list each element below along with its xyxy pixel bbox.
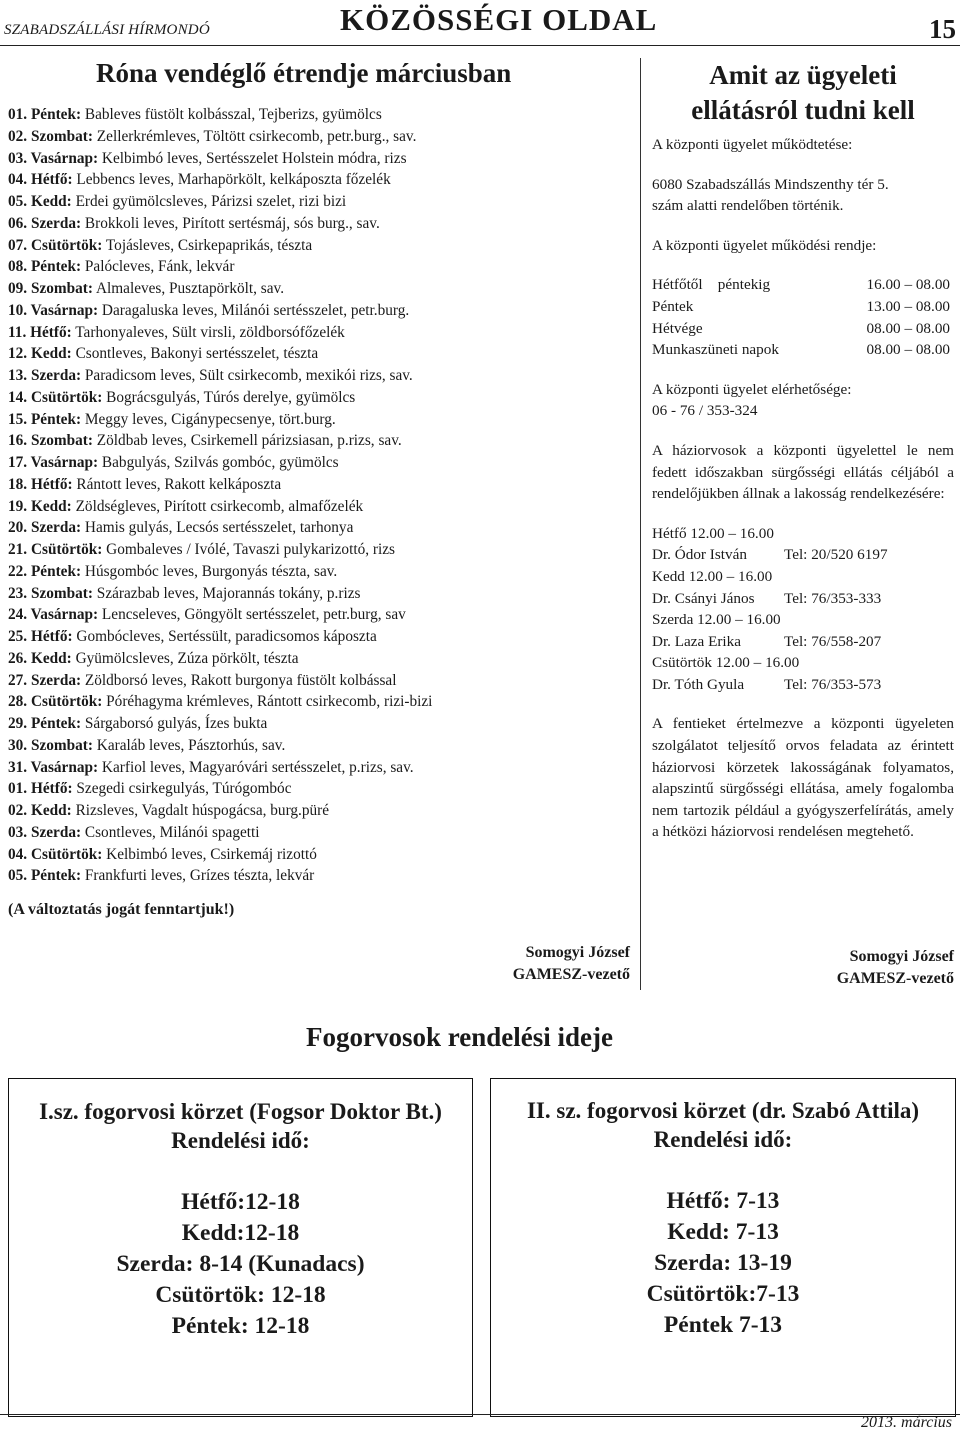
hours-line: Szerda: 13-19	[654, 1250, 792, 1276]
menu-day: 06. Szerda:	[8, 214, 82, 232]
box-hours	[491, 1186, 955, 1341]
oncall-title-line1: Amit az ügyeleti	[709, 60, 897, 90]
menu-dishes: Daragaluska leves, Milánói sertésszelet, petr.burg.	[98, 301, 410, 319]
menu-item	[8, 148, 628, 170]
hours-line: Hétfő:12-18	[181, 1189, 300, 1215]
menu-day: 28. Csütörtök:	[8, 693, 103, 711]
doctor-phone: Tel: 76/558-207	[784, 632, 882, 650]
doctor-day: Hétfő 12.00 – 16.00	[652, 524, 774, 542]
menu-day: 24. Vasárnap:	[8, 606, 99, 624]
menu-dishes: Lencseleves, Göngyölt sertésszelet, petr.burg, sav	[98, 606, 406, 624]
menu-item	[8, 126, 628, 148]
schedule-time: 16.00 – 08.00	[866, 276, 950, 294]
dentists-title: Fogorvosok rendelési ideje	[306, 1022, 613, 1052]
menu-dishes: Csontleves, Bakonyi sertésszelet, tészta	[71, 345, 319, 363]
menu-day: 13. Szerda:	[8, 367, 82, 384]
box-subheading: Rendelési idő:	[171, 1128, 310, 1153]
menu-dishes: Tarhonyaleves, Sült virsli, zöldborsófőzelék	[71, 323, 345, 341]
schedule-time: 13.00 – 08.00	[866, 297, 950, 315]
menu-item	[8, 452, 628, 474]
doctor-row	[652, 631, 954, 653]
menu-day: 04. Csütörtök:	[8, 845, 103, 863]
menu-dishes: Zöldbab leves, Csirkemell párizsiasan, p.rizs, sav.	[92, 432, 402, 450]
menu-note: (A változtatás jogát fenntartjuk!)	[8, 901, 235, 918]
menu-dishes: Húsgombóc leves, Burgonyás tészta, sav.	[81, 562, 338, 580]
publication-name: SZABADSZÁLLÁSI HÍRMONDÓ	[4, 22, 210, 38]
menu-item	[8, 670, 628, 692]
hours-line: Csütörtök: 12-18	[155, 1282, 326, 1308]
menu-dishes: Sárgaborsó gulyás, Ízes bukta	[81, 715, 268, 732]
phone-label: A központi ügyelet elérhetősége:	[652, 380, 852, 398]
menu-day: 03. Szerda:	[8, 823, 82, 841]
menu-item	[8, 104, 628, 126]
signature-role: GAMESZ-vezető	[836, 970, 954, 987]
menu-item	[8, 343, 628, 365]
menu-item	[8, 539, 628, 561]
menu-day: 22. Péntek:	[8, 562, 82, 580]
schedule-row	[652, 296, 954, 318]
menu-dishes: Kelbimbó leves, Csirkemáj rizottó	[102, 845, 317, 863]
box-heading: II. sz. fogorvosi körzet (dr. Szabó Attila)	[526, 1098, 920, 1123]
menu-item	[8, 256, 628, 278]
column-divider	[640, 58, 641, 990]
menu-day: 17. Vasárnap:	[8, 454, 99, 471]
doctor-name: Dr. Csányi János	[652, 589, 755, 607]
box-heading: I.sz. fogorvosi körzet (Fogsor Doktor Bt.)	[39, 1099, 442, 1124]
doctor-name: Dr. Laza Erika	[652, 632, 741, 650]
menu-day: 26. Kedd:	[8, 649, 72, 667]
dentist-box-2	[490, 1078, 956, 1417]
address-line2: szám alatti rendelőben történik.	[652, 197, 844, 215]
menu-dishes: Rizsleves, Vagdalt húspogácsa, burg.püré	[71, 802, 330, 819]
menu-item	[8, 561, 628, 583]
hours-line: Szerda: 8-14 (Kunadacs)	[116, 1251, 365, 1277]
menu-dishes: Karaláb leves, Pásztorhús, sav.	[92, 736, 286, 754]
menu-dishes: Erdei gyümölcsleves, Párizsi szelet, rizi bizi	[71, 193, 347, 210]
doctor-name: Dr. Ódor István	[652, 546, 747, 564]
doctor-day: Szerda 12.00 – 16.00	[652, 611, 781, 629]
menu-dishes: Paradicsom leves, Sült csirkecomb, mexikói rizs, sav.	[81, 367, 413, 384]
footer-date: 2013. március	[861, 1414, 952, 1431]
menu-dishes: Lebbencs leves, Marhapörkölt, kelkáposzta főzelék	[72, 171, 391, 189]
schedule-row	[652, 274, 954, 296]
menu-dishes: Palócleves, Fánk, lekvár	[81, 258, 235, 276]
menu-dishes: Babgulyás, Szilvás gombóc, gyümölcs	[98, 454, 339, 471]
oncall-signature	[760, 946, 954, 990]
menu-day: 01. Hétfő:	[8, 780, 73, 798]
menu-dishes: Karfiol leves, Magyaróvári sertésszelet, p.rizs, sav.	[98, 758, 414, 776]
dentist-box-1	[8, 1078, 473, 1417]
menu-day: 16. Szombat:	[8, 432, 93, 450]
menu-item	[8, 822, 628, 844]
signature-role: GAMESZ-vezető	[512, 966, 630, 983]
oncall-schedule	[652, 274, 954, 360]
menu-item	[8, 387, 628, 409]
menu-item	[8, 691, 628, 713]
menu-dishes: Brokkoli leves, Pirított sertésmáj, sós burg., sav.	[81, 214, 380, 232]
menu-title: Róna vendéglő étrendje márciusban	[96, 58, 512, 88]
schedule-day: Munkaszüneti napok	[652, 341, 779, 359]
menu-item	[8, 191, 628, 213]
menu-dishes: Szárazbab leves, Majorannás tokány, p.rizs	[92, 584, 361, 602]
doctor-day: Kedd 12.00 – 16.00	[652, 567, 773, 585]
menu-day: 01. Péntek:	[8, 106, 82, 123]
menu-item	[8, 278, 628, 300]
schedule-row	[652, 339, 954, 361]
menu-dishes: Tojásleves, Csirkepaprikás, tészta	[102, 236, 313, 254]
menu-dishes: Rántott leves, Rakott kelkáposzta	[72, 475, 282, 493]
doctor-name: Dr. Tóth Gyula	[652, 675, 745, 693]
menu-dishes: Gombaleves / Ivólé, Tavaszi pulykarizottó, rizs	[102, 541, 395, 558]
doctor-row	[652, 544, 954, 566]
menu-day: 04. Hétfő:	[8, 171, 73, 189]
signature-name: Somogyi József	[525, 944, 630, 961]
doctor-phone: Tel: 76/353-333	[784, 589, 882, 607]
menu-item	[8, 474, 628, 496]
menu-dishes: Gyümölcsleves, Zúza pörkölt, tészta	[71, 649, 299, 667]
header-rule	[0, 45, 960, 46]
menu-day: 02. Szombat:	[8, 127, 93, 145]
menu-dishes: Almaleves, Pusztapörkölt, sav.	[92, 280, 285, 297]
menu-item	[8, 757, 628, 779]
menu-item	[8, 778, 628, 800]
menu-dishes: Gombócleves, Sertéssült, paradicsomos káposzta	[72, 628, 377, 645]
menu-signature	[400, 942, 630, 986]
schedule-label: A központi ügyelet működési rendje:	[652, 236, 877, 254]
menu-day: 15. Péntek:	[8, 410, 82, 428]
menu-list	[8, 104, 628, 887]
menu-dishes: Zellerkrémleves, Töltött csirkecomb, petr.burg., sav.	[92, 127, 417, 145]
menu-day: 21. Csütörtök:	[8, 541, 103, 558]
menu-item	[8, 365, 628, 387]
menu-dishes: Bableves füstölt kolbásszal, Tejberizs, gyümölcs	[81, 106, 382, 123]
menu-item	[8, 844, 628, 866]
section-title: KÖZÖSSÉGI OLDAL	[340, 2, 658, 37]
menu-day: 20. Szerda:	[8, 519, 82, 537]
menu-dishes: Bográcsgulyás, Túrós derelye, gyümölcs	[102, 388, 356, 406]
doctor-row	[652, 674, 954, 696]
hours-line: Kedd: 7-13	[667, 1219, 779, 1245]
doctor-phone: Tel: 76/353-573	[784, 675, 882, 693]
operation-label: A központi ügyelet működtetése:	[652, 136, 853, 153]
menu-day: 29. Péntek:	[8, 715, 82, 732]
menu-day: 25. Hétfő:	[8, 628, 73, 645]
menu-item	[8, 735, 628, 757]
schedule-time: 08.00 – 08.00	[866, 341, 950, 359]
menu-dishes: Frankfurti leves, Grízes tészta, lekvár	[81, 867, 315, 885]
menu-dishes: Zöldségleves, Pirított csirkecomb, almafőzelék	[71, 497, 364, 515]
menu-day: 19. Kedd:	[8, 497, 72, 515]
menu-day: 07. Csütörtök:	[8, 236, 103, 254]
menu-item	[8, 235, 628, 257]
menu-dishes: Póréhagyma krémleves, Rántott csirkecomb, rizi-bizi	[102, 693, 433, 711]
menu-item	[8, 169, 628, 191]
menu-day: 05. Kedd:	[8, 193, 72, 210]
menu-item	[8, 517, 628, 539]
menu-day: 05. Péntek:	[8, 867, 82, 885]
menu-item	[8, 496, 628, 518]
doctor-row	[652, 588, 954, 610]
menu-day: 09. Szombat:	[8, 280, 93, 297]
signature-name: Somogyi József	[849, 948, 954, 965]
schedule-day: Hétfőtől péntekig	[652, 276, 771, 294]
hours-line: Kedd:12-18	[181, 1220, 300, 1246]
menu-dishes: Zöldborsó leves, Rakott burgonya füstölt kolbással	[81, 671, 397, 689]
menu-day: 14. Csütörtök:	[8, 388, 103, 406]
menu-dishes: Meggy leves, Cigánypecsenye, tört.burg.	[81, 410, 336, 428]
box-subheading: Rendelési idő:	[653, 1127, 793, 1152]
doctor-day: Csütörtök 12.00 – 16.00	[652, 654, 800, 672]
menu-item	[8, 648, 628, 670]
menu-item	[8, 430, 628, 452]
menu-day: 02. Kedd:	[8, 802, 72, 819]
menu-item	[8, 604, 628, 626]
menu-dishes: Kelbimbó leves, Sertésszelet Holstein módra, rizs	[98, 149, 407, 167]
menu-dishes: Szegedi csirkegulyás, Túrógombóc	[72, 780, 292, 798]
menu-item	[8, 713, 628, 735]
oncall-title-line2: ellátásról tudni kell	[691, 95, 915, 125]
hours-line: Csütörtök:7-13	[646, 1281, 800, 1307]
menu-dishes: Hamis gulyás, Lecsós sertésszelet, tarhonya	[81, 519, 354, 537]
footer-rule	[0, 1414, 960, 1415]
menu-dishes: Csontleves, Milánói spagetti	[81, 823, 260, 841]
doctor-phone: Tel: 20/520 6197	[784, 546, 888, 564]
schedule-day: Hétvége	[652, 319, 703, 337]
menu-day: 08. Péntek:	[8, 258, 82, 276]
phone-number: 06 - 76 / 353-324	[652, 402, 758, 420]
schedule-day: Péntek	[652, 297, 694, 315]
menu-item	[8, 626, 628, 648]
menu-item	[8, 213, 628, 235]
box-hours	[9, 1187, 472, 1342]
oncall-article	[652, 58, 954, 843]
doctor-list	[652, 523, 954, 696]
menu-day: 31. Vasárnap:	[8, 758, 99, 776]
menu-day: 27. Szerda:	[8, 671, 82, 689]
menu-item	[8, 800, 628, 822]
menu-item	[8, 865, 628, 887]
menu-item	[8, 409, 628, 431]
page-number: 15	[929, 14, 956, 44]
menu-day: 03. Vasárnap:	[8, 149, 99, 167]
menu-item	[8, 583, 628, 605]
menu-day: 12. Kedd:	[8, 345, 72, 363]
menu-day: 10. Vasárnap:	[8, 301, 99, 319]
address-line1: 6080 Szabadszállás Mindszenthy tér 5.	[652, 175, 889, 193]
menu-day: 30. Szombat:	[8, 736, 93, 754]
menu-day: 18. Hétfő:	[8, 475, 73, 493]
oncall-title	[652, 58, 954, 128]
hours-line: Péntek 7-13	[663, 1312, 783, 1338]
schedule-time: 08.00 – 08.00	[866, 319, 950, 337]
closing-text: A fentieket értelmezve a központi ügyeleten szolgálatot teljesítő orvos feladata az érintett háziorvosi körzetek lakosságának folyamatos, alapszintű sürgősségi ellátása, amely fogalomba nem tartozik például a gyógyszerfelírátás, amely a hétközi háziorvosi rendelésen megtehető.	[652, 715, 954, 841]
menu-day: 11. Hétfő:	[8, 323, 72, 341]
menu-day: 23. Szombat:	[8, 584, 93, 602]
hours-line: Péntek: 12-18	[171, 1313, 310, 1339]
menu-item	[8, 300, 628, 322]
menu-item	[8, 322, 628, 344]
hours-line: Hétfő: 7-13	[666, 1188, 780, 1214]
gp-text: A háziorvosok a központi ügyelettel le nem fedett időszakban sürgősségi ellátás céljából a rendelőjükben állnak a lakosság rendelkezésére:	[652, 441, 954, 503]
schedule-row	[652, 318, 954, 340]
